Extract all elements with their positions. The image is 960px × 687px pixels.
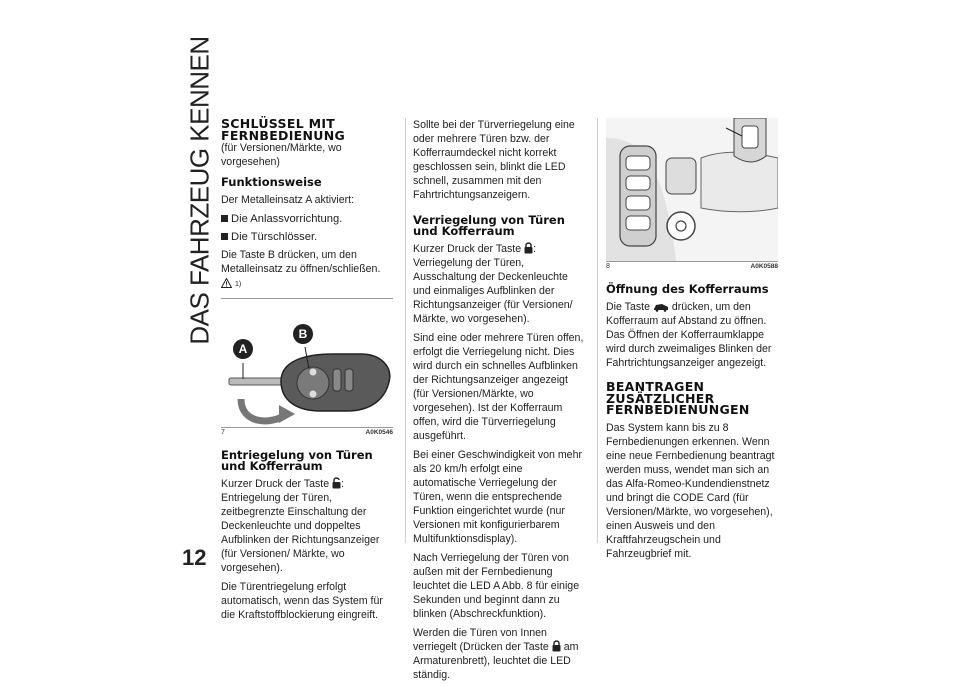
dashboard-illustration — [606, 118, 778, 261]
column-1 — [221, 118, 393, 627]
door-open-paragraph: Sollte bei der Türverriegelung eine oder mehrere Türen bzw. der Kofferraumdeckel nicht korrekt geschlossen sein, blinkt die LED schnell, zusammen mit den Fahrtrichtungsanzeigern. — [413, 119, 575, 201]
unlock-padlock-icon — [332, 477, 341, 489]
figure-8-dashboard — [606, 118, 778, 270]
page-number: 12 — [182, 545, 207, 570]
callout-b: B — [293, 324, 313, 344]
warning-triangle-icon — [221, 278, 232, 288]
lock-padlock-icon — [524, 242, 533, 254]
callout-a: A — [233, 339, 253, 359]
figure-number: 7 — [221, 429, 225, 436]
figure-7-key — [221, 298, 393, 436]
bullet-square-icon — [221, 215, 228, 222]
lock-paragraph-4: Nach Verriegelung der Türen von außen mit der Fernbedienung leuchtet die LED A Abb. 8 für einige Sekunden und beginnt dann zu blinken (Abschreckfunktion). — [413, 552, 580, 620]
figure-caption — [221, 426, 393, 440]
unlock-paragraph-1: Kurzer Druck der Taste : Entriegelung der Türen, zeitbegrenzte Einschaltung der Deckenleuchte und doppeltes Aufblinken der Richtungsanzeiger (für Versionen/ Märkte, wo vorgesehen). — [221, 478, 380, 574]
car-trunk-icon — [653, 302, 669, 312]
lock-paragraph-3: Bei einer Geschwindigkeit von mehr als 20 km/h erfolgt eine automatische Verriegelung der Türen, wenn die entsprechende Funktion eingerichtet wurde (nur Versionen mit konfigurierbarem Multifunktionsdisplay). — [413, 449, 582, 545]
column-3 — [606, 118, 778, 566]
press-instruction: Die Taste B drücken, um den Metalleinsatz zu öffnen/schließen. 1) — [221, 249, 381, 288]
bullet-item: Die Türschlösser. — [221, 230, 393, 244]
bullet-square-icon — [221, 233, 228, 240]
heading-lock: Verriegelung von Türen und Kofferraum — [413, 213, 565, 238]
remote-key-illustration — [221, 299, 393, 427]
column-divider — [597, 118, 598, 543]
lock-padlock-icon — [552, 640, 561, 652]
column-2 — [413, 118, 585, 687]
bullet-item: Die Anlassvorrichtung. — [221, 212, 393, 226]
figure-caption — [606, 260, 778, 274]
sidebar-title-text: DAS FAHRZEUG KENNEN — [184, 35, 215, 345]
column-divider — [405, 118, 406, 543]
section-subtitle: (für Versionen/Märkte, wo vorgesehen) — [221, 142, 342, 168]
heading-request-remotes: BEANTRAGEN ZUSÄTZLICHER FERNBEDIENUNGEN — [606, 379, 750, 417]
figure-code: A0K0588 — [750, 263, 778, 270]
figure-number: 8 — [606, 263, 610, 270]
heading-unlock: Entriegelung von Türen und Kofferraum — [221, 448, 373, 473]
section-heading-remote-key: SCHLÜSSEL MIT FERNBEDIENUNG — [221, 116, 346, 143]
heading-function: Funktionsweise — [221, 175, 322, 189]
function-intro: Der Metalleinsatz A aktiviert: — [221, 194, 355, 206]
warning-reference: 1) — [234, 281, 242, 288]
unlock-paragraph-2: Die Türentriegelung erfolgt automatisch, wenn das System für die Kraftstoffblockierung eingreift. — [221, 581, 383, 621]
lock-paragraph-5: Werden die Türen von Innen verriegelt (Drücken der Taste am Armaturenbrett), leuchtet die LED ständig. — [413, 627, 579, 681]
heading-trunk-opening: Öffnung des Kofferraums — [606, 282, 769, 296]
request-paragraph: Das System kann bis zu 8 Fernbedienungen erkennen. Wenn eine neue Fernbedienung beantragt werden muss, wendet man sich an das Alfa-Romeo-Kundendienstnetz und bringt die CODE Card (für Versionen/Märkte, wo vorgesehen), einen Ausweis und den Kraftfahrzeugschein und Fahrzeugbrief mit. — [606, 421, 775, 560]
lock-paragraph-2: Sind eine oder mehrere Türen offen, erfolgt die Verriegelung nicht. Dies wird durch ein schnelles Aufblinken der Richtungsanzeiger angezeigt (für Versionen/Märkte, wo vorgesehen). Ist der Kofferraum offen, wird die Türverriegelung ausgeführt. — [413, 332, 584, 442]
figure-code: A0K0546 — [365, 429, 393, 436]
trunk-paragraph: Die Taste drücken, um den Kofferraum auf Abstand zu öffnen. Das Öffnen der Kofferraumklappe wird durch zweimaliges Blinken der Fahrtrichtungsanzeiger angezeigt. — [606, 301, 772, 369]
lock-paragraph-1: Kurzer Druck der Taste : Verriegelung der Türen, Ausschaltung der Deckenleuchte und einmaliges Aufblinken der Richtungsanzeiger (für Versionen/ Märkte, wo vorgesehen). — [413, 243, 573, 325]
